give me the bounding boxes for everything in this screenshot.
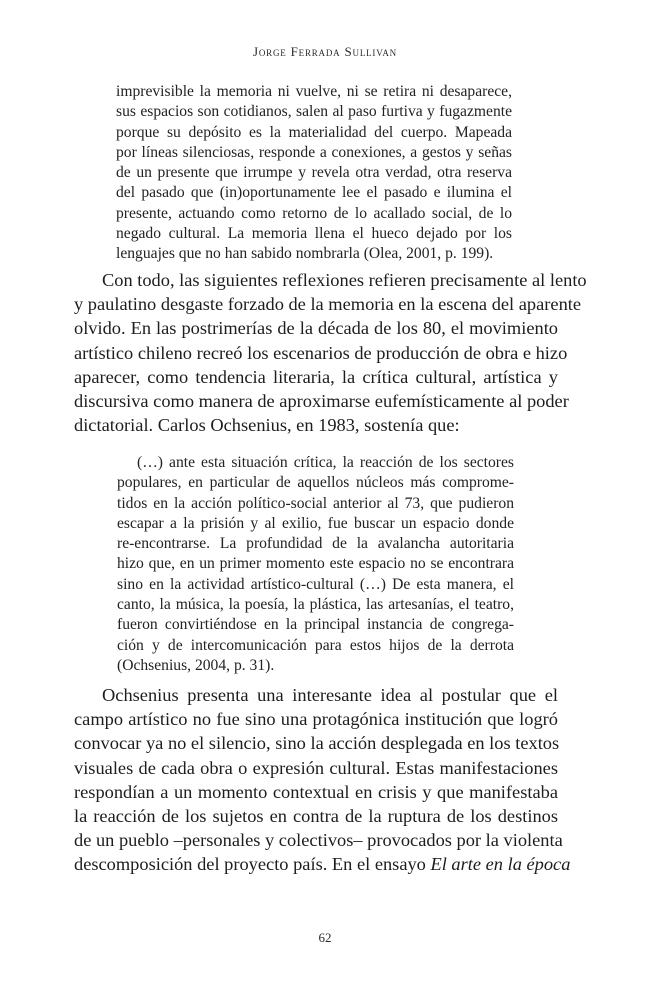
quote-line: del pasado que (in)oportunamente lee el pasado e ilumina el <box>116 184 512 202</box>
body-line: convocar ya no el silencio, sino la acción desplegada en los textos <box>74 733 560 754</box>
quote-line: canto, la música, la poesía, la plástica, las artesanías, el teatro, <box>117 596 514 614</box>
quote-line: ción y de intercomunicación para estos hijos de la derrota <box>117 636 514 654</box>
block-quote-ochsenius <box>117 453 514 676</box>
body-line: olvido. En las postrimerías de la década de los 80, el movimiento <box>74 318 558 339</box>
body-line-text: descomposición del proyecto país. En el ensayo <box>74 854 431 875</box>
body-paragraph-2 <box>74 683 571 877</box>
quote-line: sino en la actividad artístico-cultural (…) De esta manera, el <box>117 575 514 593</box>
body-line: artístico chileno recreó los escenarios de producción de obra e hizo <box>74 342 568 363</box>
quote-line: lenguajes que no han sabido nombrarla (Olea, 2001, p. 199). <box>116 245 494 263</box>
quote-line: presente, actuando como retorno de lo acallado social, de lo <box>116 204 512 222</box>
body-paragraph-1 <box>74 268 587 437</box>
quote-line: hizo que, en un primer momento este espacio no se encontrara <box>117 555 514 573</box>
quote-line: imprevisible la memoria ni vuelve, ni se retira ni desaparece, <box>116 83 512 100</box>
body-line: discursiva como manera de aproximarse eufemísticamente al poder <box>74 391 569 412</box>
body-line: aparecer, como tendencia literaria, la crítica cultural, artística y <box>74 366 558 387</box>
body-line <box>74 852 571 876</box>
running-head: Jorge Ferrada Sullivan <box>253 44 397 59</box>
quote-line: porque su depósito es la materialidad del cuerpo. Mapeada <box>116 123 512 141</box>
body-line: dictatorial. Carlos Ochsenius, en 1983, sostenía que: <box>74 415 460 436</box>
quote-line: sus espacios son cotidianos, salen al paso furtiva y fugazmente <box>116 103 512 121</box>
essay-title: El arte en la época <box>430 854 571 875</box>
body-line: y paulatino desgaste forzado de la memoria en la escena del aparente <box>74 294 582 315</box>
quote-line: tidos en la acción político-social anterior al 73, que pudieron <box>117 494 514 512</box>
quote-line: populares, en particular de aquellos núcleos más comprome- <box>117 474 514 492</box>
body-line: Ochsenius presenta una interesante idea al postular que el <box>102 685 558 705</box>
body-line: la reacción de los sujetos en contra de la ruptura de los destinos <box>74 806 558 827</box>
quote-line: (Ochsenius, 2004, p. 31). <box>117 656 275 674</box>
quote-line: de un presente que irrumpe y revela otra verdad, otra reserva <box>116 164 512 182</box>
body-line: respondían a un momento contextual en crisis y que manifestaba <box>74 781 558 802</box>
quote-line: negado cultural. La memoria llena el hueco dejado por los <box>116 225 512 243</box>
quote-line: re-encontrarse. La profundidad de la avalancha autoritaria <box>117 535 514 553</box>
quote-line: (…) ante esta situación crítica, la reacción de los sectores <box>137 454 514 471</box>
quote-line: escapar a la prisión y al exilio, fue buscar un espacio donde <box>117 514 514 532</box>
quote-line: por líneas silenciosas, responde a conexiones, a gestos y señas <box>116 143 512 161</box>
page-number: 62 <box>318 930 332 945</box>
quote-line: fueron convirtiéndose en la principal instancia de congrega- <box>117 616 514 634</box>
body-line: campo artístico no fue sino una protagónica institución que logró <box>74 709 558 730</box>
block-quote-olea <box>116 82 512 265</box>
body-line: visuales de cada obra o expresión cultural. Estas manifestaciones <box>74 757 558 778</box>
body-line: Con todo, las siguientes reflexiones refieren precisamente al lento <box>102 270 587 290</box>
body-line: de un pueblo –personales y colectivos– provocados por la violenta <box>74 830 563 851</box>
